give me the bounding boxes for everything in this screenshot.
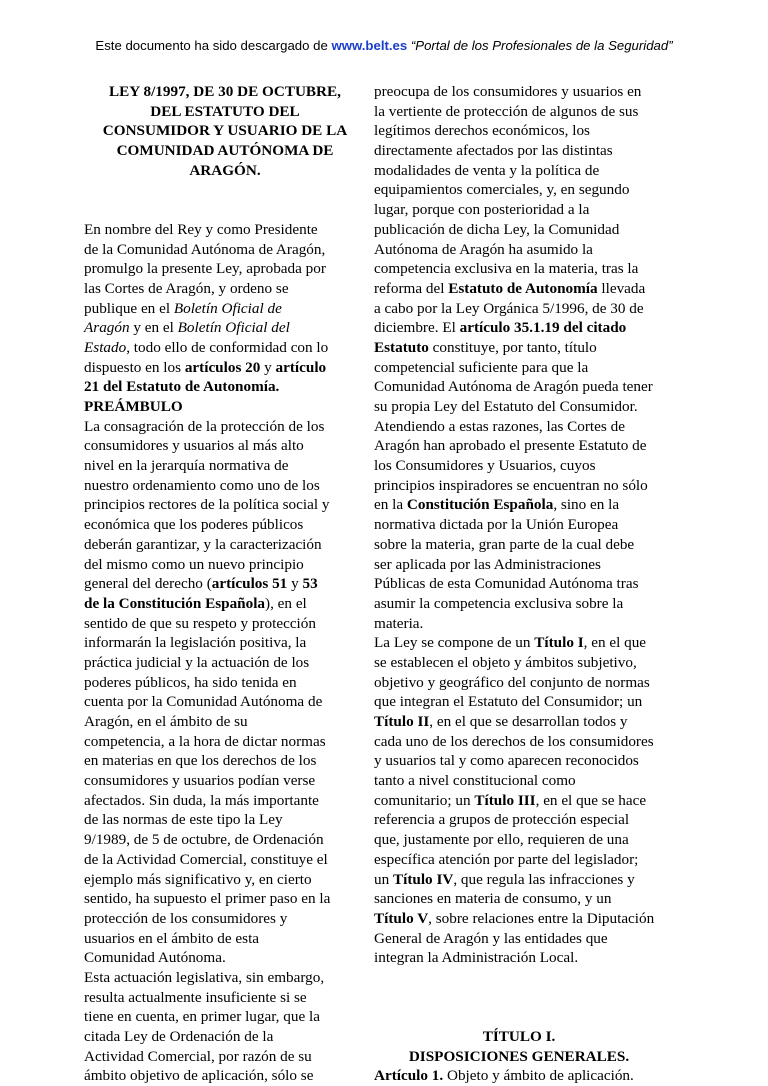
text-line bbox=[84, 673, 366, 693]
text-line bbox=[374, 456, 664, 476]
text-segment: diciembre. El bbox=[374, 319, 460, 337]
text-line bbox=[374, 279, 664, 299]
text-segment: dispuesto en los bbox=[84, 358, 185, 376]
text-segment: Comunidad Autónoma de Aragón pueda tener bbox=[374, 378, 653, 396]
text-segment: sobre la materia, gran parte de la cual debe bbox=[374, 535, 635, 553]
text-line bbox=[374, 515, 664, 535]
text-segment: En nombre del Rey y como Presidente bbox=[84, 220, 318, 238]
text-line bbox=[374, 614, 664, 634]
text-line bbox=[374, 791, 664, 811]
text-line bbox=[374, 299, 664, 319]
text-segment: Título III bbox=[474, 791, 536, 809]
text-line bbox=[84, 968, 366, 988]
law-title-line: ARAGÓN. bbox=[189, 161, 261, 179]
text-segment: Título I bbox=[534, 634, 584, 652]
text-segment: Estatuto de Autonomía bbox=[448, 279, 598, 297]
text-line bbox=[374, 751, 664, 771]
text-segment: se establecen el objeto y ámbitos subjetivo, bbox=[374, 653, 637, 671]
text-line bbox=[374, 102, 664, 122]
text-line bbox=[374, 771, 664, 791]
text-line bbox=[84, 1066, 366, 1086]
text-segment: nuestro ordenamiento como uno de los bbox=[84, 476, 320, 494]
text-segment: 21 del Estatuto de Autonomía. bbox=[84, 378, 280, 396]
right-column bbox=[374, 82, 664, 1086]
text-segment: artículos 20 bbox=[184, 358, 261, 376]
text-segment: , en el que bbox=[583, 634, 647, 652]
text-line bbox=[84, 830, 366, 850]
text-segment: legítimos derechos económicos, los bbox=[374, 122, 590, 140]
text-segment: directamente afectados por las distintas bbox=[374, 142, 613, 160]
text-line bbox=[84, 417, 366, 437]
text-line bbox=[84, 633, 366, 653]
text-segment: La consagración de la protección de los bbox=[84, 417, 325, 435]
text-segment: protección de los consumidores y bbox=[84, 909, 288, 927]
text-segment: de la Comunidad Autónoma de Aragón, bbox=[84, 240, 326, 258]
text-segment: preocupa de los consumidores y usuarios en bbox=[374, 83, 642, 100]
text-segment: Título V bbox=[374, 909, 429, 927]
text-line bbox=[374, 121, 664, 141]
text-segment: llevada bbox=[597, 279, 646, 297]
text-line bbox=[374, 594, 664, 614]
text-segment: competencia, a la hora de dictar normas bbox=[84, 732, 326, 750]
text-segment: su propia Ley del Estatuto del Consumidor. bbox=[374, 398, 638, 415]
law-title-line: LEY 8/1997, DE 30 DE OCTUBRE, bbox=[109, 83, 341, 100]
text-line bbox=[84, 771, 366, 791]
text-line bbox=[84, 299, 366, 319]
text-line bbox=[374, 338, 664, 358]
text-segment: ámbito objetivo de aplicación, sólo se bbox=[84, 1067, 314, 1085]
text-segment: publicación de dicha Ley, la Comunidad bbox=[374, 220, 620, 238]
text-segment: , todo ello de conformidad con lo bbox=[126, 338, 329, 356]
text-line bbox=[374, 574, 664, 594]
text-segment: 53 bbox=[302, 575, 318, 593]
law-title-line: DEL ESTATUTO DEL bbox=[150, 102, 300, 120]
text-segment: de las normas de este tipo la Ley bbox=[84, 811, 283, 829]
text-segment: Atendiendo a estas razones, las Cortes de bbox=[374, 417, 625, 435]
text-segment: Título IV bbox=[392, 870, 454, 888]
text-segment: equipamientos comerciales, y, en segundo bbox=[374, 181, 630, 199]
text-segment: específica atención por parte del legislador; bbox=[374, 850, 639, 868]
text-segment: competencia exclusiva en la materia, tras la bbox=[374, 260, 639, 278]
text-line bbox=[84, 751, 366, 771]
text-line bbox=[84, 909, 366, 929]
text-line bbox=[374, 712, 664, 732]
text-line bbox=[84, 1007, 366, 1027]
text-line bbox=[84, 535, 366, 555]
text-line bbox=[84, 318, 366, 338]
text-segment: , en el que se desarrollan todos y bbox=[429, 713, 628, 730]
text-segment: Boletín Oficial de bbox=[173, 299, 282, 317]
text-line bbox=[84, 732, 366, 752]
text-segment: cada uno de los derechos de los consumidores bbox=[374, 732, 654, 750]
text-line bbox=[374, 555, 664, 575]
download-notice-header bbox=[0, 38, 768, 53]
text-segment: y bbox=[287, 575, 303, 593]
text-line bbox=[84, 929, 366, 949]
text-line bbox=[84, 338, 366, 358]
text-segment: referencia a grupos de protección especial bbox=[374, 811, 630, 829]
text-segment: artículos 51 bbox=[211, 575, 288, 593]
text-segment: Esta actuación legislativa, sin embargo, bbox=[84, 968, 325, 986]
text-line bbox=[84, 1047, 366, 1067]
text-segment: consumidores y usuarios podían verse bbox=[84, 772, 316, 790]
text-line bbox=[374, 240, 664, 260]
text-segment: artículo bbox=[275, 358, 327, 376]
titulo-subheading: DISPOSICIONES GENERALES. bbox=[408, 1047, 630, 1065]
text-segment: en materias en que los derechos de los bbox=[84, 752, 317, 770]
law-title bbox=[84, 82, 366, 180]
header-tagline: “Portal de los Profesionales de la Seguridad” bbox=[410, 38, 673, 53]
article-1-heading bbox=[374, 1066, 664, 1086]
text-segment: Actividad Comercial, por razón de su bbox=[84, 1047, 312, 1065]
text-line bbox=[84, 850, 366, 870]
text-segment: modalidades de venta y la política de bbox=[374, 161, 600, 179]
text-line bbox=[84, 712, 366, 732]
text-segment: Estado bbox=[84, 338, 127, 356]
text-line bbox=[374, 141, 664, 161]
text-segment: Públicas de esta Comunidad Autónoma tras bbox=[374, 575, 639, 593]
text-line bbox=[374, 692, 664, 712]
text-line bbox=[374, 810, 664, 830]
text-line bbox=[84, 555, 366, 575]
text-segment: 9/1989, de 5 de octubre, de Ordenación bbox=[84, 831, 324, 849]
text-line bbox=[374, 909, 664, 929]
text-segment: y bbox=[260, 358, 276, 376]
text-segment: reforma del bbox=[374, 279, 449, 297]
text-segment: y usuarios tal y como aparecen reconocidos bbox=[374, 752, 639, 770]
text-segment: General de Aragón y las entidades que bbox=[374, 929, 608, 947]
text-line bbox=[374, 948, 664, 968]
text-line bbox=[84, 692, 366, 712]
text-segment: principios rectores de la política social y bbox=[84, 496, 330, 514]
text-segment: de la Constitución Española bbox=[84, 594, 266, 612]
text-segment: Boletín Oficial del bbox=[177, 319, 290, 337]
text-segment: las Cortes de Aragón, y ordeno se bbox=[84, 279, 289, 297]
text-line bbox=[84, 791, 366, 811]
left-column bbox=[84, 82, 366, 1086]
text-line bbox=[84, 988, 366, 1008]
text-segment: general del derecho ( bbox=[84, 575, 212, 593]
text-line bbox=[374, 673, 664, 693]
text-segment: artículo 35.1.19 del citado bbox=[459, 319, 627, 337]
text-segment: que integran el Estatuto del Consumidor; un bbox=[374, 693, 643, 711]
law-title-line: CONSUMIDOR Y USUARIO DE LA bbox=[102, 122, 348, 140]
text-line bbox=[374, 397, 664, 417]
text-line bbox=[374, 417, 664, 437]
text-line bbox=[84, 377, 366, 397]
text-line bbox=[84, 495, 366, 515]
article-label: Artículo 1. bbox=[374, 1067, 444, 1085]
text-segment: Autónoma de Aragón ha asumido la bbox=[374, 240, 593, 258]
text-line bbox=[374, 870, 664, 890]
text-segment: un bbox=[374, 870, 393, 888]
text-line bbox=[84, 358, 366, 378]
text-segment: asumir la competencia exclusiva sobre la bbox=[374, 594, 624, 612]
text-line bbox=[374, 377, 664, 397]
text-segment: , que regula las infracciones y bbox=[453, 870, 635, 888]
text-line bbox=[374, 653, 664, 673]
text-segment: sentido, ha supuesto el primer paso en la bbox=[84, 890, 331, 908]
text-line bbox=[374, 830, 664, 850]
text-line bbox=[84, 436, 366, 456]
text-line bbox=[84, 220, 366, 240]
site-link[interactable]: www.belt.es bbox=[331, 38, 408, 53]
text-segment: Aragón, en el ámbito de su bbox=[84, 713, 248, 730]
text-segment: ejemplo más significativo y, en cierto bbox=[84, 870, 312, 888]
text-line bbox=[84, 870, 366, 890]
text-segment: lugar, porque con posterioridad a la bbox=[374, 201, 590, 219]
text-line bbox=[84, 259, 366, 279]
text-segment: deberán garantizar, y la caracterización bbox=[84, 535, 322, 553]
text-segment: normativa dictada por la Unión Europea bbox=[374, 516, 619, 534]
text-line bbox=[374, 633, 664, 653]
text-segment: PREÁMBULO bbox=[84, 398, 183, 415]
text-segment: promulgo la presente Ley, aprobada por bbox=[84, 260, 326, 278]
text-line bbox=[374, 732, 664, 752]
text-segment: Estatuto bbox=[374, 338, 429, 356]
text-segment: , sobre relaciones entre la Diputación bbox=[428, 909, 655, 927]
text-segment: la vertiente de protección de algunos de sus bbox=[374, 102, 639, 120]
text-segment: ), en el bbox=[265, 594, 307, 612]
text-line bbox=[84, 594, 366, 614]
text-line bbox=[84, 397, 366, 417]
text-segment: resulta actualmente insuficiente si se bbox=[84, 988, 307, 1006]
text-line bbox=[374, 161, 664, 181]
text-segment: Aragón han aprobado el presente Estatuto de bbox=[374, 437, 647, 455]
text-segment: Título II bbox=[374, 713, 430, 730]
left-body-text bbox=[84, 220, 366, 1086]
text-line bbox=[374, 476, 664, 496]
text-line bbox=[84, 810, 366, 830]
text-segment: que, justamente por ello, requieren de una bbox=[374, 831, 629, 849]
text-line bbox=[374, 850, 664, 870]
text-segment: citada Ley de Ordenación de la bbox=[84, 1028, 274, 1045]
text-segment: principios inspiradores se encuentran no sólo bbox=[374, 476, 648, 494]
right-body-text bbox=[374, 82, 664, 968]
law-title-line: COMUNIDAD AUTÓNOMA DE bbox=[116, 142, 334, 160]
text-segment: sentido de que su respeto y protección bbox=[84, 614, 316, 632]
text-line bbox=[374, 259, 664, 279]
text-segment: publique en el bbox=[84, 299, 174, 317]
text-line bbox=[84, 476, 366, 496]
article-text: Objeto y ámbito de aplicación. bbox=[443, 1067, 634, 1085]
text-segment: comunitario; un bbox=[374, 791, 475, 809]
text-segment: a cabo por la Ley Orgánica 5/1996, de 30 de bbox=[374, 299, 644, 317]
text-segment: económica que los poderes públicos bbox=[84, 516, 304, 534]
titulo-heading: TÍTULO I. bbox=[482, 1028, 556, 1045]
text-line bbox=[374, 220, 664, 240]
text-segment: cuenta por la Comunidad Autónoma de bbox=[84, 693, 323, 711]
text-segment: consumidores y usuarios al más alto bbox=[84, 437, 304, 455]
text-line bbox=[84, 1027, 366, 1047]
header-prefix: Este documento ha sido descargado de bbox=[95, 38, 332, 53]
text-segment: y en el bbox=[129, 319, 178, 337]
text-line bbox=[84, 889, 366, 909]
text-line bbox=[84, 515, 366, 535]
text-line bbox=[84, 240, 366, 260]
text-segment: materia. bbox=[374, 614, 424, 632]
text-segment: práctica judicial y la actuación de los bbox=[84, 653, 310, 671]
text-segment: ser aplicada por las Administraciones bbox=[374, 555, 601, 573]
text-line bbox=[84, 948, 366, 968]
text-segment: sanciones en materia de consumo, y un bbox=[374, 890, 612, 908]
text-line bbox=[374, 929, 664, 949]
text-line bbox=[374, 200, 664, 220]
text-line bbox=[84, 574, 366, 594]
text-segment: usuarios en el ámbito de esta bbox=[84, 929, 260, 947]
text-segment: objetivo y geográfico del conjunto de normas bbox=[374, 673, 650, 691]
text-segment: nivel en la jerarquía normativa de bbox=[84, 457, 289, 475]
text-line bbox=[374, 495, 664, 515]
text-segment: La Ley se compone de un bbox=[374, 634, 535, 652]
text-segment: en la bbox=[374, 496, 407, 514]
text-segment: Comunidad Autónoma. bbox=[84, 949, 226, 967]
text-line bbox=[374, 318, 664, 338]
text-segment: poderes públicos, ha sido tenida en bbox=[84, 673, 297, 691]
text-segment: afectados. Sin duda, la más importante bbox=[84, 791, 319, 809]
text-line bbox=[374, 180, 664, 200]
text-line bbox=[374, 535, 664, 555]
text-segment: de la Actividad Comercial, constituye el bbox=[84, 850, 328, 868]
text-line bbox=[84, 614, 366, 634]
text-line bbox=[84, 653, 366, 673]
text-line bbox=[374, 358, 664, 378]
text-line bbox=[84, 456, 366, 476]
text-segment: los Consumidores y Usuarios, cuyos bbox=[374, 457, 596, 475]
text-segment: , sino en la bbox=[553, 496, 620, 514]
text-segment: tiene en cuenta, en primer lugar, que la bbox=[84, 1008, 320, 1026]
text-segment: , en el que se hace bbox=[535, 791, 647, 809]
text-line bbox=[84, 279, 366, 299]
text-segment: informarán la legislación positiva, la bbox=[84, 634, 307, 652]
text-line bbox=[374, 436, 664, 456]
text-segment: Aragón bbox=[84, 319, 130, 337]
text-segment: constituye, por tanto, título bbox=[428, 338, 597, 356]
text-segment: competencial suficiente para que la bbox=[374, 358, 589, 376]
text-segment: integran la Administración Local. bbox=[374, 949, 579, 967]
text-segment: tanto a nivel constitucional como bbox=[374, 772, 576, 790]
text-segment: Constitución Española bbox=[406, 496, 554, 514]
text-line bbox=[374, 82, 664, 102]
text-line bbox=[374, 889, 664, 909]
text-segment: del mismo como un nuevo principio bbox=[84, 555, 304, 573]
